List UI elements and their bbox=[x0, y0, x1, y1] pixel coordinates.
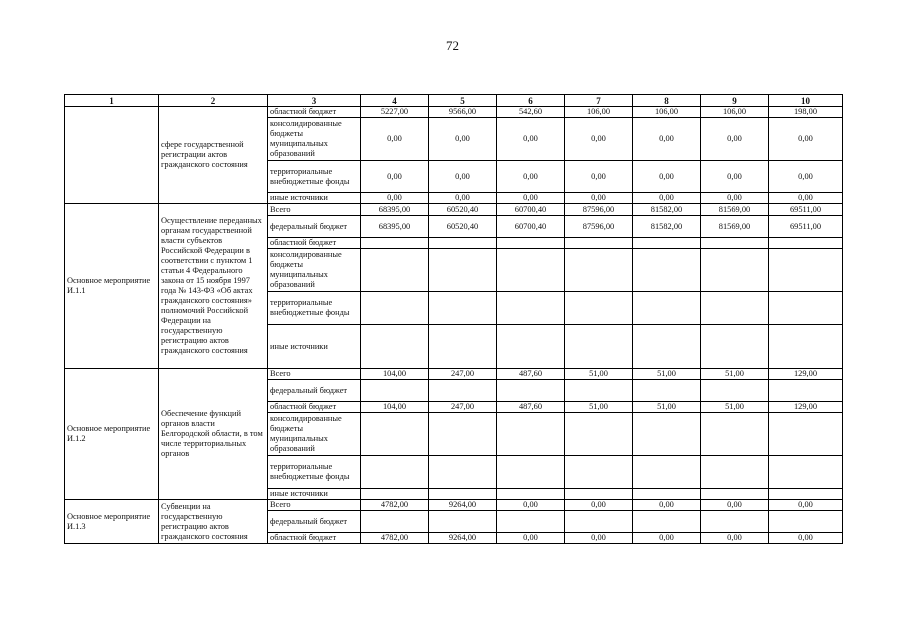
source-cell: областной бюджет bbox=[268, 107, 361, 118]
value-cell bbox=[361, 511, 429, 533]
value-cell bbox=[769, 511, 843, 533]
value-cell: 129,00 bbox=[769, 402, 843, 413]
value-cell bbox=[701, 456, 769, 489]
value-cell bbox=[361, 413, 429, 456]
value-cell bbox=[633, 292, 701, 325]
value-cell bbox=[565, 249, 633, 292]
value-cell: 0,00 bbox=[565, 193, 633, 204]
value-cell: 0,00 bbox=[565, 118, 633, 161]
value-cell: 0,00 bbox=[497, 161, 565, 193]
value-cell bbox=[701, 325, 769, 369]
column-header: 5 bbox=[429, 95, 497, 107]
value-cell: 542,60 bbox=[497, 107, 565, 118]
value-cell bbox=[701, 238, 769, 249]
value-cell: 0,00 bbox=[769, 193, 843, 204]
value-cell: 0,00 bbox=[565, 533, 633, 544]
value-cell bbox=[361, 325, 429, 369]
value-cell: 0,00 bbox=[769, 118, 843, 161]
value-cell: 60520,40 bbox=[429, 204, 497, 216]
value-cell: 247,00 bbox=[429, 369, 497, 380]
value-cell bbox=[633, 489, 701, 500]
value-cell: 0,00 bbox=[701, 118, 769, 161]
column-header: 8 bbox=[633, 95, 701, 107]
value-cell: 68395,00 bbox=[361, 216, 429, 238]
value-cell: 81569,00 bbox=[701, 204, 769, 216]
value-cell bbox=[769, 456, 843, 489]
value-cell: 104,00 bbox=[361, 402, 429, 413]
value-cell bbox=[429, 292, 497, 325]
value-cell: 106,00 bbox=[565, 107, 633, 118]
value-cell: 0,00 bbox=[633, 118, 701, 161]
source-cell: областной бюджет bbox=[268, 402, 361, 413]
value-cell: 9264,00 bbox=[429, 500, 497, 511]
activity-cell: Основное мероприятие И.1.2 bbox=[65, 369, 159, 500]
value-cell: 9566,00 bbox=[429, 107, 497, 118]
value-cell bbox=[429, 380, 497, 402]
value-cell bbox=[633, 413, 701, 456]
value-cell bbox=[701, 413, 769, 456]
value-cell bbox=[565, 292, 633, 325]
value-cell: 0,00 bbox=[633, 533, 701, 544]
value-cell: 0,00 bbox=[565, 500, 633, 511]
value-cell: 0,00 bbox=[701, 500, 769, 511]
value-cell bbox=[633, 325, 701, 369]
source-cell: территориальные внебюджетные фонды bbox=[268, 292, 361, 325]
value-cell: 4782,00 bbox=[361, 533, 429, 544]
value-cell bbox=[565, 489, 633, 500]
value-cell bbox=[361, 380, 429, 402]
value-cell bbox=[497, 413, 565, 456]
value-cell bbox=[769, 238, 843, 249]
value-cell: 51,00 bbox=[633, 369, 701, 380]
column-header: 9 bbox=[701, 95, 769, 107]
value-cell: 87596,00 bbox=[565, 216, 633, 238]
value-cell bbox=[497, 325, 565, 369]
value-cell bbox=[429, 511, 497, 533]
source-cell: областной бюджет bbox=[268, 533, 361, 544]
value-cell: 60700,40 bbox=[497, 216, 565, 238]
value-cell bbox=[565, 380, 633, 402]
description-cell: Субвенции на государственную регистрацию актов гражданского состояния bbox=[159, 500, 268, 544]
description-cell: Обеспечение функций органов власти Белгородской области, в том числе территориальных органов bbox=[159, 369, 268, 500]
value-cell bbox=[769, 292, 843, 325]
value-cell bbox=[497, 380, 565, 402]
value-cell: 0,00 bbox=[361, 161, 429, 193]
value-cell: 60700,40 bbox=[497, 204, 565, 216]
value-cell: 0,00 bbox=[769, 161, 843, 193]
value-cell bbox=[769, 249, 843, 292]
value-cell bbox=[633, 456, 701, 489]
value-cell bbox=[497, 292, 565, 325]
source-cell: Всего bbox=[268, 369, 361, 380]
source-cell: федеральный бюджет bbox=[268, 380, 361, 402]
source-cell: территориальные внебюджетные фонды bbox=[268, 161, 361, 193]
column-header: 1 bbox=[65, 95, 159, 107]
value-cell bbox=[769, 325, 843, 369]
value-cell bbox=[361, 249, 429, 292]
value-cell: 81582,00 bbox=[633, 216, 701, 238]
value-cell: 51,00 bbox=[633, 402, 701, 413]
value-cell bbox=[497, 456, 565, 489]
table-row bbox=[65, 500, 843, 511]
value-cell bbox=[701, 489, 769, 500]
value-cell: 69511,00 bbox=[769, 216, 843, 238]
value-cell bbox=[497, 249, 565, 292]
table-row bbox=[65, 107, 843, 118]
value-cell: 487,60 bbox=[497, 369, 565, 380]
header-row bbox=[65, 95, 843, 107]
value-cell: 0,00 bbox=[565, 161, 633, 193]
value-cell: 104,00 bbox=[361, 369, 429, 380]
source-cell: иные источники bbox=[268, 193, 361, 204]
value-cell: 0,00 bbox=[701, 533, 769, 544]
value-cell: 0,00 bbox=[429, 118, 497, 161]
source-cell: Всего bbox=[268, 500, 361, 511]
column-header: 2 bbox=[159, 95, 268, 107]
value-cell: 87596,00 bbox=[565, 204, 633, 216]
value-cell bbox=[633, 380, 701, 402]
source-cell: консолидированные бюджеты муниципальных образований bbox=[268, 118, 361, 161]
value-cell bbox=[565, 456, 633, 489]
value-cell bbox=[497, 489, 565, 500]
value-cell bbox=[565, 413, 633, 456]
value-cell: 0,00 bbox=[701, 161, 769, 193]
value-cell: 106,00 bbox=[633, 107, 701, 118]
activity-cell: Основное мероприятие И.1.1 bbox=[65, 204, 159, 369]
description-cell: Осуществление переданных органам государственной власти субъектов Российской Федерации в соответствии с пунктом 1 статьи 4 Федерального закона от 15 ноября 1997 года № 143-ФЗ «Об актах гражданского состояния» полномочий Российской Федерации на государственную регистрацию актов гражданского состояния bbox=[159, 204, 268, 369]
value-cell: 81569,00 bbox=[701, 216, 769, 238]
column-header: 3 bbox=[268, 95, 361, 107]
activity-cell bbox=[65, 107, 159, 204]
table-row bbox=[65, 369, 843, 380]
value-cell bbox=[701, 511, 769, 533]
value-cell: 4782,00 bbox=[361, 500, 429, 511]
value-cell bbox=[429, 238, 497, 249]
column-header: 6 bbox=[497, 95, 565, 107]
value-cell bbox=[769, 413, 843, 456]
source-cell: федеральный бюджет bbox=[268, 511, 361, 533]
value-cell bbox=[769, 380, 843, 402]
activity-cell: Основное мероприятие И.1.3 bbox=[65, 500, 159, 544]
value-cell bbox=[633, 249, 701, 292]
source-cell: консолидированные бюджеты муниципальных образований bbox=[268, 413, 361, 456]
value-cell bbox=[565, 511, 633, 533]
value-cell bbox=[497, 238, 565, 249]
value-cell bbox=[497, 511, 565, 533]
value-cell bbox=[565, 238, 633, 249]
value-cell: 198,00 bbox=[769, 107, 843, 118]
source-cell: консолидированные бюджеты муниципальных образований bbox=[268, 249, 361, 292]
value-cell bbox=[361, 456, 429, 489]
column-header: 10 bbox=[769, 95, 843, 107]
value-cell bbox=[361, 292, 429, 325]
value-cell bbox=[701, 380, 769, 402]
value-cell bbox=[701, 292, 769, 325]
value-cell: 60520,40 bbox=[429, 216, 497, 238]
value-cell: 69511,00 bbox=[769, 204, 843, 216]
value-cell: 0,00 bbox=[633, 500, 701, 511]
value-cell: 51,00 bbox=[565, 402, 633, 413]
source-cell: иные источники bbox=[268, 325, 361, 369]
column-header: 4 bbox=[361, 95, 429, 107]
value-cell: 0,00 bbox=[497, 193, 565, 204]
value-cell: 0,00 bbox=[361, 193, 429, 204]
value-cell bbox=[361, 489, 429, 500]
value-cell: 0,00 bbox=[701, 193, 769, 204]
table-row bbox=[65, 204, 843, 216]
value-cell bbox=[429, 456, 497, 489]
value-cell: 129,00 bbox=[769, 369, 843, 380]
value-cell: 0,00 bbox=[361, 118, 429, 161]
source-cell: федеральный бюджет bbox=[268, 216, 361, 238]
value-cell: 5227,00 bbox=[361, 107, 429, 118]
value-cell: 51,00 bbox=[565, 369, 633, 380]
value-cell: 0,00 bbox=[497, 533, 565, 544]
value-cell bbox=[429, 413, 497, 456]
value-cell: 0,00 bbox=[429, 161, 497, 193]
value-cell: 106,00 bbox=[701, 107, 769, 118]
value-cell: 81582,00 bbox=[633, 204, 701, 216]
source-cell: Всего bbox=[268, 204, 361, 216]
value-cell: 0,00 bbox=[769, 533, 843, 544]
value-cell bbox=[565, 325, 633, 369]
value-cell bbox=[633, 511, 701, 533]
value-cell: 68395,00 bbox=[361, 204, 429, 216]
value-cell: 51,00 bbox=[701, 402, 769, 413]
column-header: 7 bbox=[565, 95, 633, 107]
value-cell: 0,00 bbox=[429, 193, 497, 204]
value-cell: 9264,00 bbox=[429, 533, 497, 544]
source-cell: территориальные внебюджетные фонды bbox=[268, 456, 361, 489]
value-cell: 487,60 bbox=[497, 402, 565, 413]
value-cell bbox=[633, 238, 701, 249]
value-cell: 0,00 bbox=[633, 193, 701, 204]
source-cell: областной бюджет bbox=[268, 238, 361, 249]
value-cell: 0,00 bbox=[769, 500, 843, 511]
value-cell bbox=[701, 249, 769, 292]
source-cell: иные источники bbox=[268, 489, 361, 500]
description-cell: сфере государственной регистрации актов гражданского состояния bbox=[159, 107, 268, 204]
value-cell: 51,00 bbox=[701, 369, 769, 380]
value-cell bbox=[769, 489, 843, 500]
budget-table bbox=[64, 94, 843, 544]
value-cell: 0,00 bbox=[633, 161, 701, 193]
value-cell bbox=[429, 249, 497, 292]
value-cell bbox=[429, 325, 497, 369]
value-cell bbox=[429, 489, 497, 500]
value-cell bbox=[361, 238, 429, 249]
value-cell: 0,00 bbox=[497, 500, 565, 511]
page-number: 72 bbox=[446, 38, 459, 53]
value-cell: 0,00 bbox=[497, 118, 565, 161]
value-cell: 247,00 bbox=[429, 402, 497, 413]
